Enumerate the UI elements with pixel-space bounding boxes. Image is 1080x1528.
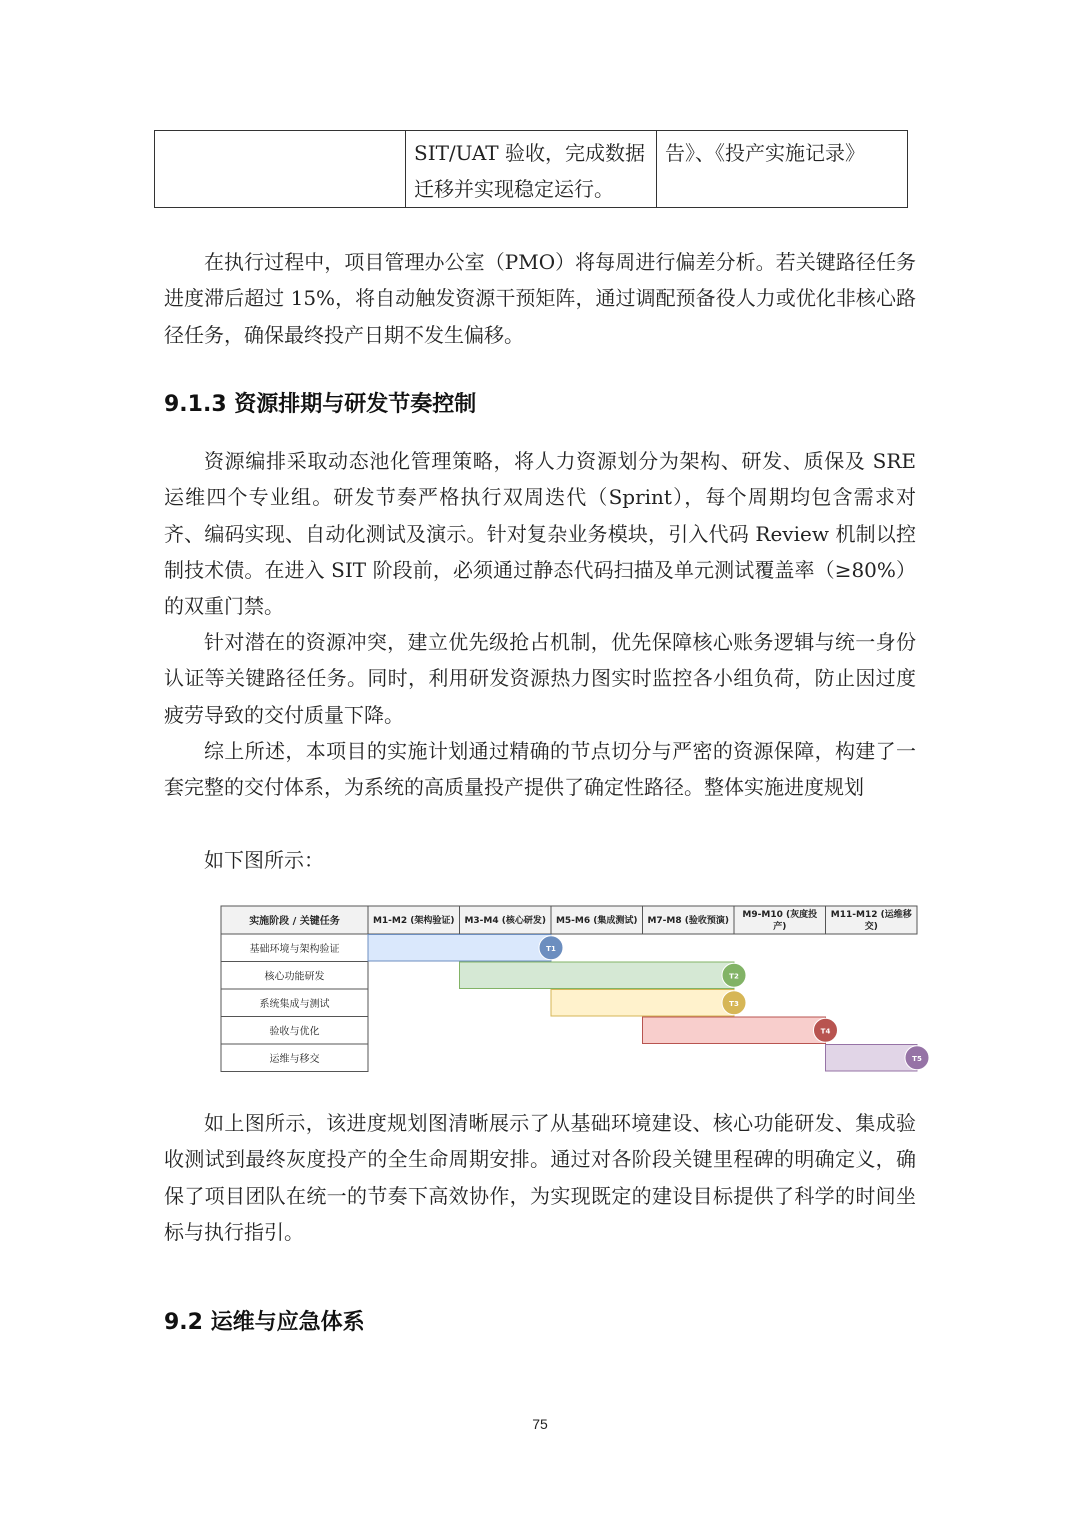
gantt-svg bbox=[220, 905, 936, 1073]
gantt-bar bbox=[826, 1045, 918, 1072]
paragraph-figure-explain: 如上图所示，该进度规划图清晰展示了从基础环境建设、核心功能研发、集成验收测试到最终灰度投产的全生命周期安排。通过对各阶段关键里程碑的明确定义，确保了项目团队在统一的节奏下高效协作，为实现既定的建设目标提供了科学的时间坐标与执行指引。 bbox=[164, 1111, 916, 1244]
gantt-milestone-label: T4 bbox=[820, 1027, 831, 1036]
gantt-task-label: 核心功能研发 bbox=[264, 971, 325, 983]
gantt-period-label: 产) bbox=[773, 922, 787, 932]
gantt-period-label: M11-M12 (运维移 bbox=[830, 910, 912, 920]
paragraph-pmo: 在执行过程中，项目管理办公室（PMO）将每周进行偏差分析。若关键路径任务进度滞后超过 15%，将自动触发资源干预矩阵，通过调配预备役人力或优化非核心路径任务，确保最终投产日期不发生偏移。 bbox=[164, 250, 916, 347]
paragraph-summary: 综上所述，本项目的实施计划通过精确的节点切分与严密的资源保障，构建了一套完整的交付体系，为系统的高质量投产提供了确定性路径。整体实施进度规划 bbox=[164, 739, 916, 800]
gantt-milestone-label: T3 bbox=[729, 999, 739, 1008]
table-cell bbox=[155, 131, 406, 208]
gantt-bar bbox=[368, 935, 551, 962]
gantt-period-label: M1-M2 (架构验证) bbox=[372, 916, 455, 926]
section-heading-9-2: 9.2 运维与应急体系 bbox=[164, 1310, 365, 1335]
table-cell: 告》、《投产实施记录》 bbox=[657, 131, 908, 208]
paragraph-conflict: 针对潜在的资源冲突，建立优先级抢占机制，优先保障核心账务逻辑与统一身份认证等关键路径任务。同时，利用研发资源热力图实时监控各小组负荷，防止因过度疲劳导致的交付质量下降。 bbox=[164, 630, 916, 727]
table-cell: SIT/UAT 验收，完成数据迁移并实现稳定运行。 bbox=[406, 131, 657, 208]
gantt-milestone-label: T1 bbox=[546, 944, 556, 953]
gantt-period-label: M5-M6 (集成测试) bbox=[555, 916, 638, 926]
gantt-task-label: 运维与移交 bbox=[269, 1053, 320, 1065]
gantt-period-label: 交) bbox=[864, 922, 878, 932]
section-heading-9-1-3: 9.1.3 资源排期与研发节奏控制 bbox=[164, 392, 477, 417]
gantt-bar bbox=[460, 962, 735, 989]
table-row bbox=[155, 131, 908, 208]
gantt-milestone-label: T5 bbox=[912, 1054, 922, 1063]
continuation-table bbox=[154, 130, 908, 208]
paragraph-resource: 资源编排采取动态池化管理策略，将人力资源划分为架构、研发、质保及 SRE 运维四个专业组。研发节奏严格执行双周迭代（Sprint），每个周期均包含需求对齐、编码实现、自动化测试及演示。针对复杂业务模块，引入代码 Review 机制以控制技术债。在进入 SIT 阶段前，必须通过静态代码扫描及单元测试覆盖率（≥80%）的双重门禁。 bbox=[164, 449, 916, 619]
gantt-period-label: M9-M10 (灰度投 bbox=[742, 910, 818, 920]
gantt-task-label: 系统集成与测试 bbox=[259, 998, 330, 1010]
paragraph-figure-intro: 如下图所示： bbox=[204, 848, 324, 872]
gantt-bar bbox=[643, 1017, 826, 1044]
page-number: 75 bbox=[532, 1416, 548, 1432]
gantt-bar bbox=[551, 990, 734, 1017]
gantt-period-label: M7-M8 (验收预演) bbox=[647, 916, 730, 926]
gantt-header-label: 实施阶段 / 关键任务 bbox=[249, 916, 340, 927]
gantt-chart bbox=[220, 905, 936, 1073]
gantt-task-label: 验收与优化 bbox=[269, 1026, 320, 1038]
gantt-task-label: 基础环境与架构验证 bbox=[249, 943, 340, 955]
gantt-milestone-label: T2 bbox=[729, 972, 739, 981]
gantt-period-label: M3-M4 (核心研发) bbox=[464, 916, 547, 926]
